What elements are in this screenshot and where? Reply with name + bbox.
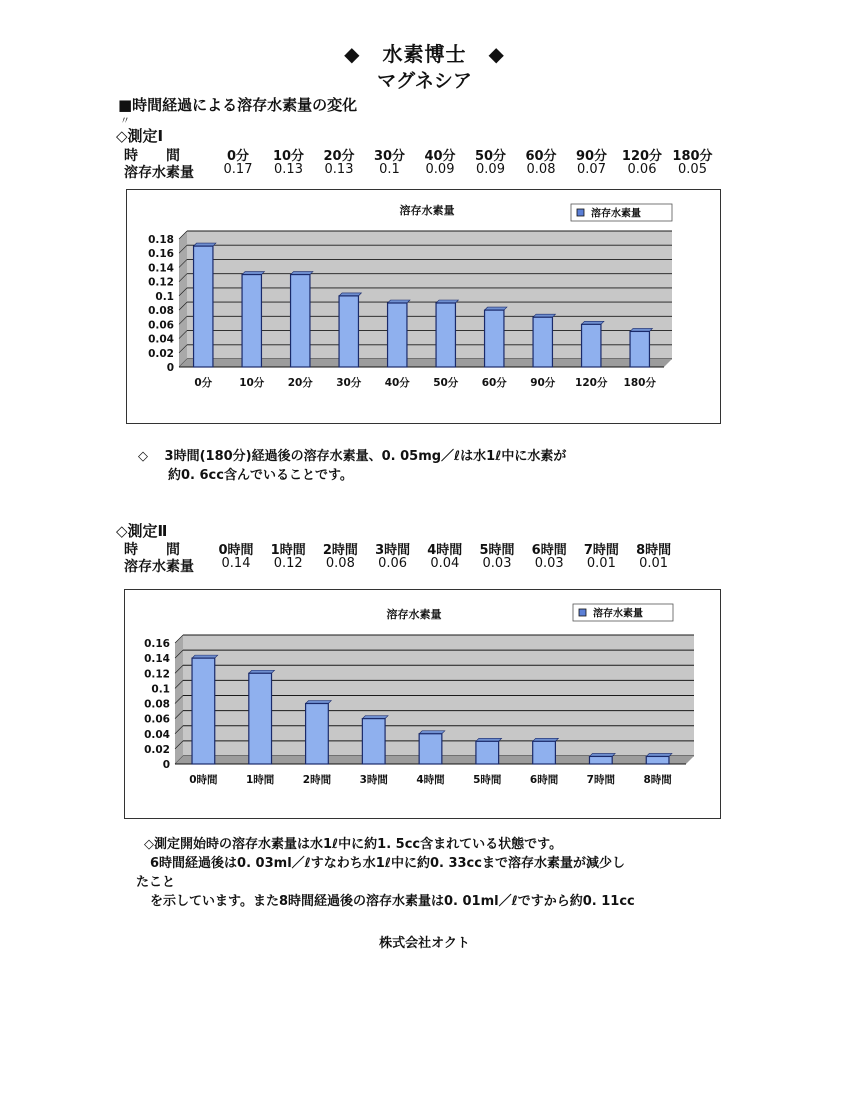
- x-tick-label: 30分: [336, 377, 362, 389]
- page-title: [0, 38, 849, 67]
- bar: [533, 741, 556, 764]
- chart-title: 溶存水素量: [386, 608, 442, 621]
- y-tick-label: 0.08: [144, 698, 170, 711]
- bar: [436, 303, 455, 367]
- bar: [388, 303, 407, 367]
- value-cell: 0.06: [378, 556, 408, 571]
- diamond-icon: ◆: [488, 42, 505, 66]
- x-tick-label: 3時間: [359, 774, 388, 786]
- company-name: 株式会社オクト: [379, 936, 470, 951]
- chart-title: 溶存水素量: [399, 204, 455, 217]
- time-cell: 40分: [424, 149, 456, 164]
- y-tick-label: 0.04: [144, 728, 170, 741]
- y-tick-label: 0.04: [148, 333, 174, 346]
- bar: [362, 719, 385, 764]
- measure2-heading: ◇測定Ⅱ: [116, 522, 168, 540]
- measure2-value-label: 溶存水素量: [124, 559, 194, 575]
- bar: [476, 741, 499, 764]
- x-tick-label: 8時間: [643, 774, 672, 786]
- value-cell: 0.04: [430, 556, 460, 571]
- plot-side-wall: [179, 231, 187, 367]
- diamond-icon: ◆: [344, 42, 361, 66]
- measure2-note: [126, 835, 726, 911]
- x-tick-label: 180分: [623, 377, 656, 389]
- section-heading: ■時間経過による溶存水素量の変化: [118, 96, 358, 114]
- x-tick-label: 4時間: [416, 774, 445, 786]
- y-tick-label: 0.14: [144, 653, 170, 666]
- value-cell: 0.09: [425, 162, 455, 177]
- chart-1: [126, 189, 721, 424]
- x-tick-label: 120分: [575, 377, 608, 389]
- value-cell: 0.01: [639, 556, 669, 571]
- measure1-note-line1: 3時間(180分)経過後の溶存水素量、0. 05mg／ℓは水1ℓ中に水素が: [164, 449, 567, 464]
- value-cell: 0.08: [325, 556, 355, 571]
- value-cell: 0.03: [534, 556, 564, 571]
- y-tick-label: 0.16: [148, 248, 174, 261]
- value-cell: 0.08: [526, 162, 556, 177]
- x-tick-label: 5時間: [473, 774, 502, 786]
- measure1-heading: ◇測定Ⅰ: [116, 127, 164, 145]
- measure2-time-label: 時 間: [124, 542, 180, 558]
- x-tick-label: 1時間: [246, 774, 275, 786]
- time-cell: 180分: [672, 149, 713, 164]
- bar: [194, 246, 213, 367]
- time-cell: 0分: [226, 149, 250, 164]
- bar: [533, 317, 552, 367]
- chart-1-svg: [127, 190, 720, 423]
- time-cell: 90分: [575, 149, 608, 164]
- y-tick-label: 0.06: [144, 713, 170, 726]
- legend-label: 溶存水素量: [591, 208, 641, 220]
- title-text: 水素博士: [382, 42, 467, 66]
- x-tick-label: 2時間: [302, 774, 332, 786]
- bar: [485, 310, 504, 367]
- y-tick-label: 0.02: [144, 743, 170, 756]
- x-tick-label: 0時間: [189, 774, 218, 786]
- bar: [419, 734, 442, 764]
- bar: [249, 673, 272, 764]
- time-cell: 5時間: [479, 543, 515, 558]
- x-tick-label: 10分: [239, 377, 265, 389]
- bar: [630, 331, 649, 367]
- bar: [589, 756, 612, 764]
- measure1-value-label: 溶存水素量: [124, 165, 194, 181]
- y-tick-label: 0.16: [144, 638, 170, 650]
- bar: [646, 756, 669, 764]
- y-tick-label: 0.1: [155, 290, 174, 303]
- ditto-mark: 〃: [120, 116, 130, 127]
- x-tick-label: 60分: [481, 377, 507, 389]
- time-cell: 50分: [474, 149, 507, 164]
- bar: [582, 324, 601, 367]
- page-subtitle: マグネシア: [377, 70, 472, 92]
- time-cell: 1時間: [270, 543, 306, 558]
- y-tick-label: 0.18: [148, 234, 174, 246]
- measure1-note: [138, 447, 566, 485]
- value-cell: 0.12: [273, 556, 303, 571]
- value-cell: 0.13: [324, 162, 354, 177]
- measure2-note-line3: たこと: [136, 875, 176, 890]
- x-tick-label: 0分: [194, 377, 213, 389]
- y-tick-label: 0.1: [151, 683, 170, 696]
- measure1-time-label: 時 間: [124, 148, 180, 164]
- value-cell: 0.17: [223, 162, 253, 177]
- value-cell: 0.06: [627, 162, 657, 177]
- value-cell: 0.05: [678, 162, 707, 177]
- time-cell: 8時間: [636, 543, 672, 558]
- value-cell: 0.01: [586, 556, 616, 571]
- value-cell: 0.07: [577, 162, 606, 177]
- x-tick-label: 7時間: [586, 774, 615, 786]
- time-cell: 4時間: [427, 543, 463, 558]
- x-tick-label: 50分: [433, 377, 459, 389]
- time-cell: 0時間: [218, 543, 254, 558]
- y-tick-label: 0.14: [148, 262, 174, 275]
- value-cell: 0.13: [274, 162, 303, 177]
- y-tick-label: 0.06: [148, 319, 174, 332]
- diamond-outline-icon: ◇: [138, 449, 148, 464]
- legend-swatch: [579, 609, 586, 616]
- chart-2: [124, 589, 721, 819]
- x-tick-label: 20分: [287, 377, 313, 389]
- value-cell: 0.03: [482, 556, 512, 571]
- bar: [339, 296, 358, 367]
- bar: [242, 275, 261, 367]
- x-tick-label: 6時間: [529, 774, 559, 786]
- y-tick-label: 0: [162, 759, 170, 771]
- bar: [291, 275, 310, 367]
- value-cell: 0.09: [476, 162, 505, 177]
- measure2-note-line4: を示しています。また8時間経過後の溶存水素量は0. 01ml／ℓですから約0. 11cc: [150, 894, 635, 909]
- time-cell: 10分: [272, 149, 305, 164]
- time-cell: 30分: [373, 149, 406, 164]
- value-cell: 0.14: [221, 556, 251, 571]
- measure2-note-line1: ◇測定開始時の溶存水素量は水1ℓ中に約1. 5cc含まれている状態です。: [144, 837, 563, 852]
- y-tick-label: 0.08: [148, 305, 174, 318]
- y-tick-label: 0.02: [148, 347, 174, 360]
- measure2-note-line2: 6時間経過後は0. 03ml／ℓすなわち水1ℓ中に約0. 33ccまで溶存水素量が減少し: [150, 856, 625, 871]
- chart-2-svg: [125, 590, 720, 818]
- legend-label: 溶存水素量: [593, 608, 643, 620]
- y-tick-label: 0.12: [144, 668, 170, 681]
- time-cell: 3時間: [375, 543, 411, 558]
- time-cell: 60分: [525, 149, 557, 164]
- x-tick-label: 90分: [530, 377, 556, 389]
- time-cell: 6時間: [531, 543, 567, 558]
- value-cell: 0.1: [379, 162, 400, 177]
- legend-swatch: [577, 209, 584, 216]
- time-cell: 7時間: [583, 543, 619, 558]
- time-cell: 2時間: [322, 543, 358, 558]
- y-tick-label: 0.12: [148, 276, 174, 289]
- x-tick-label: 40分: [384, 377, 410, 389]
- time-cell: 120分: [621, 149, 663, 164]
- bar: [192, 658, 215, 764]
- time-cell: 20分: [323, 149, 355, 164]
- bar: [306, 704, 329, 765]
- y-tick-label: 0: [166, 362, 174, 374]
- measure1-note-line2: 約0. 6cc含んでいることです。: [168, 468, 353, 483]
